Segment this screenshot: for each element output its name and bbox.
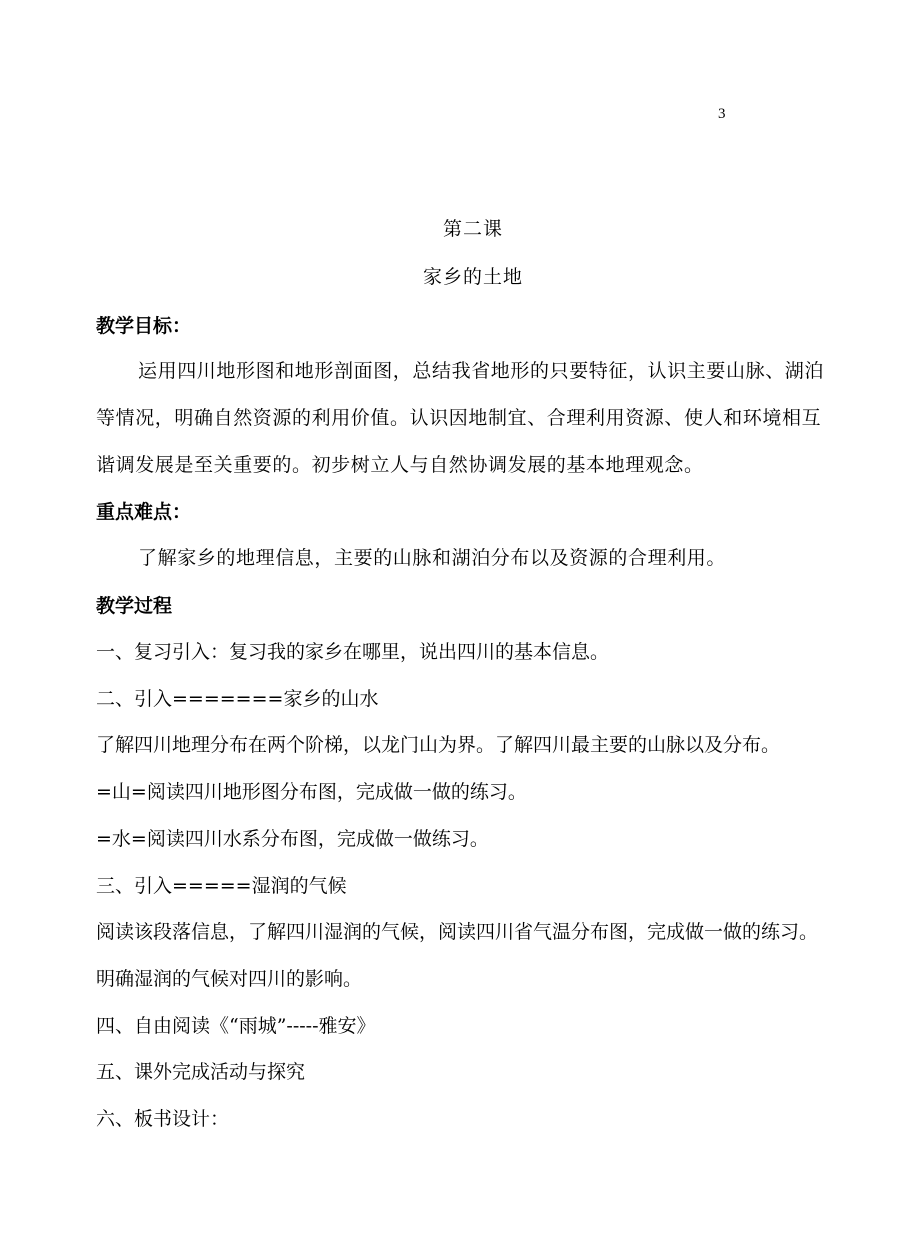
lesson-title: 家乡的土地 [422, 266, 523, 288]
process-line-11: 六、板书设计： [96, 1108, 230, 1130]
objectives-line-2: 等情况，明确自然资源的利用价值。认识因地制宜、合理利用资源、使人和环境相互 [96, 407, 822, 429]
process-heading: 教学过程 [96, 595, 173, 617]
page-number: 3 [718, 106, 726, 122]
objectives-heading: 教学目标： [96, 315, 192, 337]
key-points-text: 了解家乡的地理信息，主要的山脉和湖泊分布以及资源的合理利用。 [138, 547, 727, 569]
process-line-3: 了解四川地理分布在两个阶梯，以龙门山为界。了解四川最主要的山脉以及分布。 [96, 734, 781, 756]
lesson-number: 第二课 [442, 218, 503, 240]
objectives-line-1: 运用四川地形图和地形剖面图，总结我省地形的只要特征，认识主要山脉、湖泊 [138, 360, 825, 382]
objectives-line-3: 谐调发展是至关重要的。初步树立人与自然协调发展的基本地理观念。 [96, 454, 704, 476]
process-line-4: =山=阅读四川地形图分布图，完成做一做的练习。 [96, 781, 527, 803]
process-line-7: 阅读该段落信息，了解四川湿润的气候，阅读四川省气温分布图，完成做一做的练习。 [96, 921, 819, 943]
process-line-9: 四、自由阅读《“雨城”-----雅安》 [96, 1015, 376, 1037]
process-line-5: =水=阅读四川水系分布图，完成做一做练习。 [96, 828, 489, 850]
process-line-10: 五、课外完成活动与探究 [96, 1061, 306, 1083]
process-line-2: 二、引入=======家乡的山水 [96, 688, 379, 710]
process-line-8: 明确湿润的气候对四川的影响。 [96, 968, 363, 990]
process-line-1: 一、复习引入：复习我的家乡在哪里，说出四川的基本信息。 [96, 641, 610, 663]
key-points-heading: 重点难点： [96, 501, 192, 523]
process-line-6: 三、引入=====湿润的气候 [96, 875, 347, 897]
